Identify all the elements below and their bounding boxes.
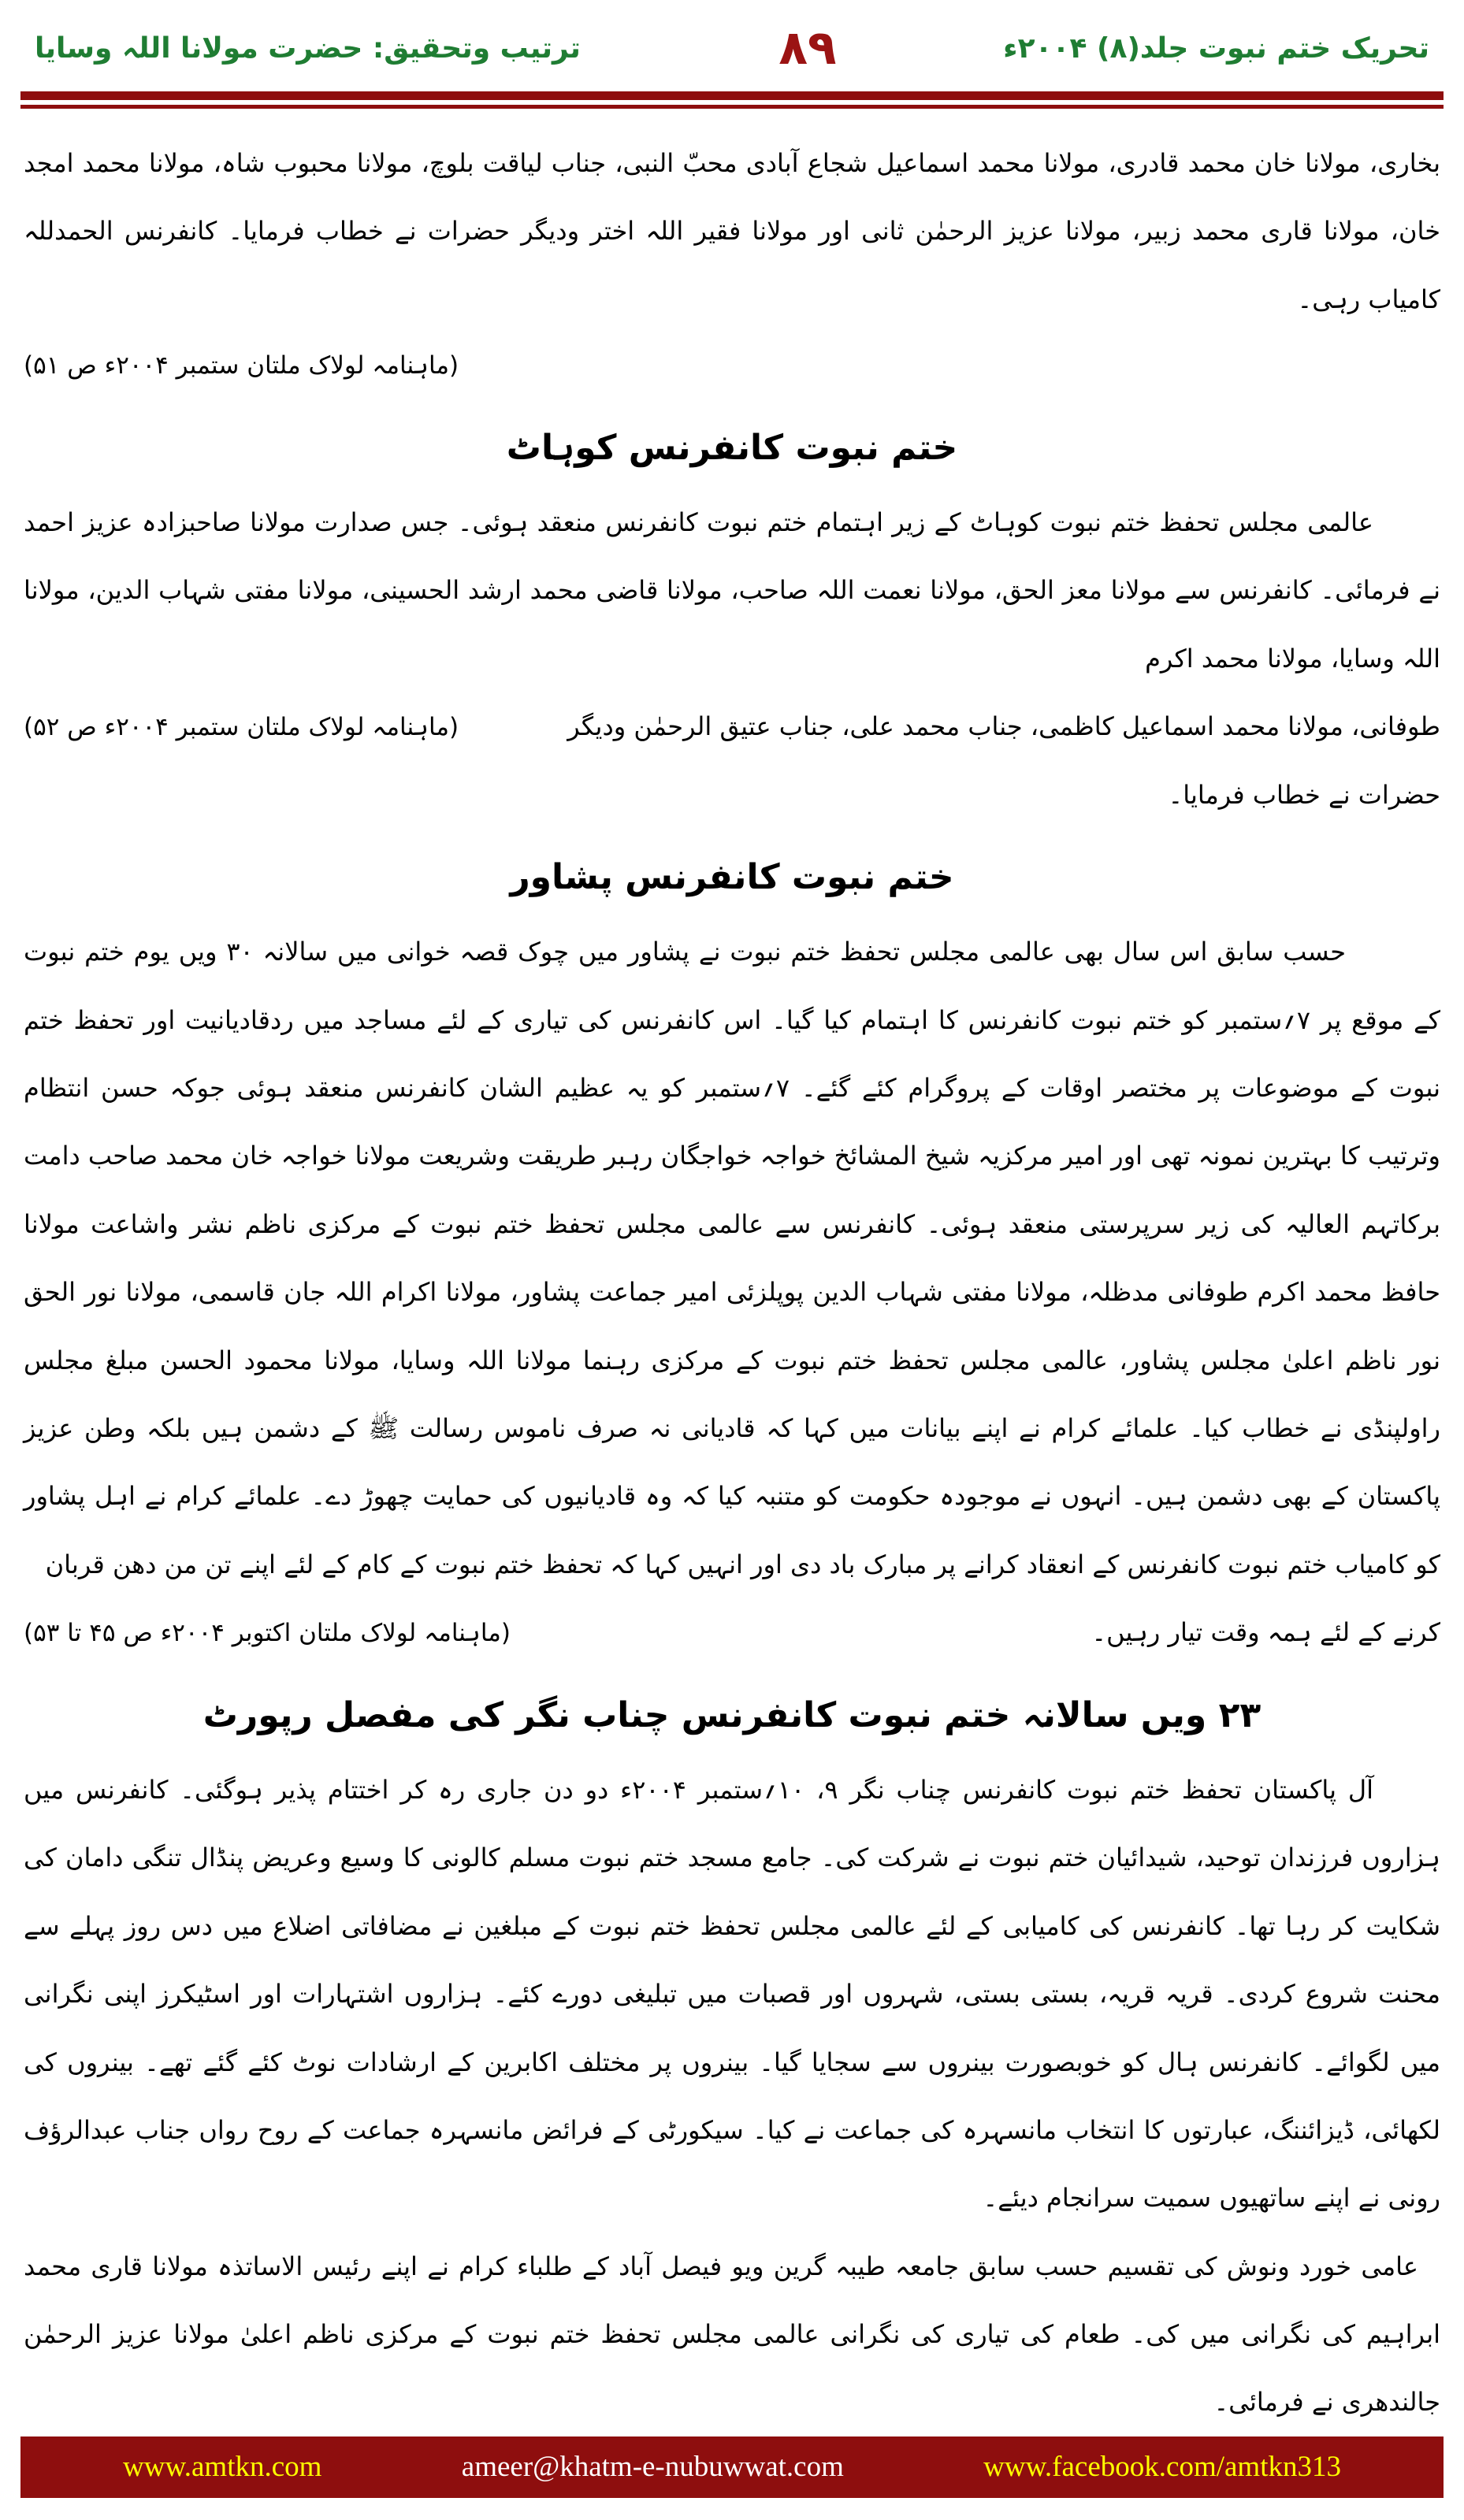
heading-chenab-nagar-report: ۲۳ ویں سالانہ ختم نبوت کانفرنس چناب نگر کی مفصل رپورٹ (203, 1694, 1261, 1735)
facebook-link[interactable]: www.facebook.com/amtkn313 (983, 2451, 1341, 2484)
page-body (0, 109, 1464, 2436)
website-link[interactable]: www.amtkn.com (123, 2451, 322, 2484)
heading-peshawar-conference: ختم نبوت کانفرنس پشاور (510, 857, 954, 897)
paragraph-continuation: بخاری، مولانا خان محمد قادری، مولانا محمد اسماعیل شجاع آبادی محبّ النبی، جناب لیاقت بلوچ، مولانا محبوب شاہ، مولانا محمد امجد خان، مولانا قاری محمد زبیر، مولانا عزیز الرحمٰن ثانی اور مولانا فقیر اللہ اختر ودیگر حضرات نے خطاب فرمایا۔ کانفرنس الحمدللہ کامیاب رہی۔ (24, 148, 1440, 314)
heading-kohat-conference: ختم نبوت کانفرنس کوہاٹ (506, 427, 958, 468)
peshawar-lastline-row (24, 1598, 1440, 1667)
kohat-lastline-row (24, 692, 1440, 829)
paragraph-chenab-1: آل پاکستان تحفظ ختم نبوت کانفرنس چناب نگر ۹، ۱۰؍ستمبر ۲۰۰۴ء دو دن جاری رہ کر اختتام پذیر ہوگئی۔ کانفرنس میں ہزاروں فرزندان توحید، شیدائیان ختم نبوت نے شرکت کی۔ جامع مسجد ختم نبوت مسلم کالونی کا وسیع وعریض پنڈال تنگی دامان کی شکایت کر رہا تھا۔ کانفرنس کی کامیابی کے لئے عالمی مجلس تحفظ ختم نبوت کے مبلغین نے مضافاتی اضلاع میں دس روز پہلے سے محنت شروع کردی۔ قریہ قریہ، بستی بستی، شہروں اور قصبات میں تبلیغی دورے کئے۔ ہزاروں اشتہارات اور اسٹیکرز اپنی نگرانی میں لگوائے۔ کانفرنس ہال کو خوبصورت بینروں سے سجایا گیا۔ بینروں پر مختلف اکابرین کے ارشادات نوٹ کئے گئے تھے۔ بینروں کی لکھائی، ڈیزائننگ، عبارتوں کا انتخاب مانسہرہ کی جماعت نے کیا۔ سیکورٹی کے فرائض مانسہرہ جماعت کے روح رواں جناب عبدالرؤف رونی نے اپنے ساتھیوں سمیت سرانجام دیئے۔ (24, 1774, 1441, 2214)
page-header (0, 0, 1464, 80)
paragraph-peshawar: حسب سابق اس سال بھی عالمی مجلس تحفظ ختم نبوت نے پشاور میں چوک قصہ خوانی میں سالانہ ۳۰ ویں یوم ختم نبوت کے موقع پر ۷؍ستمبر کو ختم نبوت کانفرنس کا اہتمام کیا گیا۔ اس کانفرنس کی تیاری کے لئے مساجد میں ردقادیانیت اور تحفظ ختم نبوت کے موضوعات پر مختصر اوقات کے پروگرام کئے گئے۔ ۷؍ستمبر کو یہ عظیم الشان کانفرنس منعقد ہوئی جوکہ حسن انتظام وترتیب کا بہترین نمونہ تھی اور امیر مرکزیہ شیخ المشائخ خواجہ خواجگان رہبر طریقت وشریعت مولانا خواجہ خان محمد صاحب دامت برکاتہم العالیہ کی زیر سرپرستی منعقد ہوئی۔ کانفرنس سے عالمی مجلس تحفظ ختم نبوت کے مرکزی ناظم نشر واشاعت مولانا حافظ محمد اکرم طوفانی مدظلہ، مولانا مفتی شہاب الدین پوپلزئی امیر جماعت پشاور، مولانا اکرام اللہ جان قاسمی، مولانا نور الحق نور ناظم اعلیٰ مجلس پشاور، عالمی مجلس تحفظ ختم نبوت کے مرکزی رہنما مولانا اللہ وسایا، مولانا محمود الحسن مبلغ مجلس راولپنڈی نے خطاب کیا۔ علمائے کرام نے اپنے بیانات میں کہا کہ قادیانی نہ صرف ناموس رسالت ﷺ کے دشمن ہیں بلکہ وطن عزیز پاکستان کے بھی دشمن ہیں۔ انہوں نے موجودہ حکومت کو متنبہ کیا کہ وہ قادیانیوں کی حمایت چھوڑ دے۔ علمائے کرام نے اہل پشاور کو کامیاب ختم نبوت کانفرنس کے انعقاد کرانے پر مبارک باد دی اور انہیں کہا کہ تحفظ ختم نبوت کے کام کے لئے اپنے تن من دھن قربان (24, 937, 1441, 1579)
email-link[interactable]: ameer@khatm-e-nubuwwat.com (461, 2451, 844, 2484)
citation-lolak-sep-p52: (ماہنامہ لولاک ملتان ستمبر ۲۰۰۴ء ص ۵۲) (24, 713, 459, 742)
header-divider (20, 91, 1444, 109)
page-number: ۸۹ (778, 20, 837, 76)
book-title: تحریک ختم نبوت جلد(۸) ۲۰۰۴ء (1003, 32, 1429, 65)
paragraph-peshawar-lastline: کرنے کے لئے ہمہ وقت تیار رہیں۔ (1091, 1617, 1440, 1648)
divider-thick-rule (20, 91, 1444, 100)
paragraph-kohat-lastline: طوفانی، مولانا محمد اسماعیل کاظمی، جناب محمد علی، جناب عتیق الرحمٰن ودیگر حضرات نے خطاب فرمایا۔ (567, 711, 1440, 810)
citation-lolak-sep-p51: (ماہنامہ لولاک ملتان ستمبر ۲۰۰۴ء ص ۵۱) (24, 351, 459, 380)
editor-credit: ترتیب وتحقیق: حضرت مولانا اللہ وسایا (35, 32, 581, 65)
citation-lolak-oct-p45-53: (ماہنامہ لولاک ملتان اکتوبر ۲۰۰۴ء ص ۴۵ تا ۵۳) (24, 1619, 511, 1648)
paragraph-chenab-2: عامی خورد ونوش کی تقسیم حسب سابق جامعہ طیبہ گرین ویو فیصل آباد کے طلباء کرام نے اپنے رئیس الاساتذہ مولانا قاری محمد ابراہیم کی نگرانی میں کی۔ طعام کی تیاری کی نگرانی عالمی مجلس تحفظ ختم نبوت کے مرکزی ناظم اعلیٰ مولانا عزیز الرحمٰن جالندھری نے فرمائی۔ (24, 2251, 1440, 2418)
paragraph-kohat: عالمی مجلس تحفظ ختم نبوت کوہاٹ کے زیر اہتمام ختم نبوت کانفرنس منعقد ہوئی۔ جس صدارت مولانا صاحبزادہ عزیز احمد نے فرمائی۔ کانفرنس سے مولانا معز الحق، مولانا نعمت اللہ صاحب، مولانا قاضی محمد ارشد الحسینی، مولانا مفتی شہاب الدین، مولانا اللہ وسایا، مولانا محمد اکرم (24, 507, 1440, 674)
footer-bar (20, 2436, 1444, 2498)
